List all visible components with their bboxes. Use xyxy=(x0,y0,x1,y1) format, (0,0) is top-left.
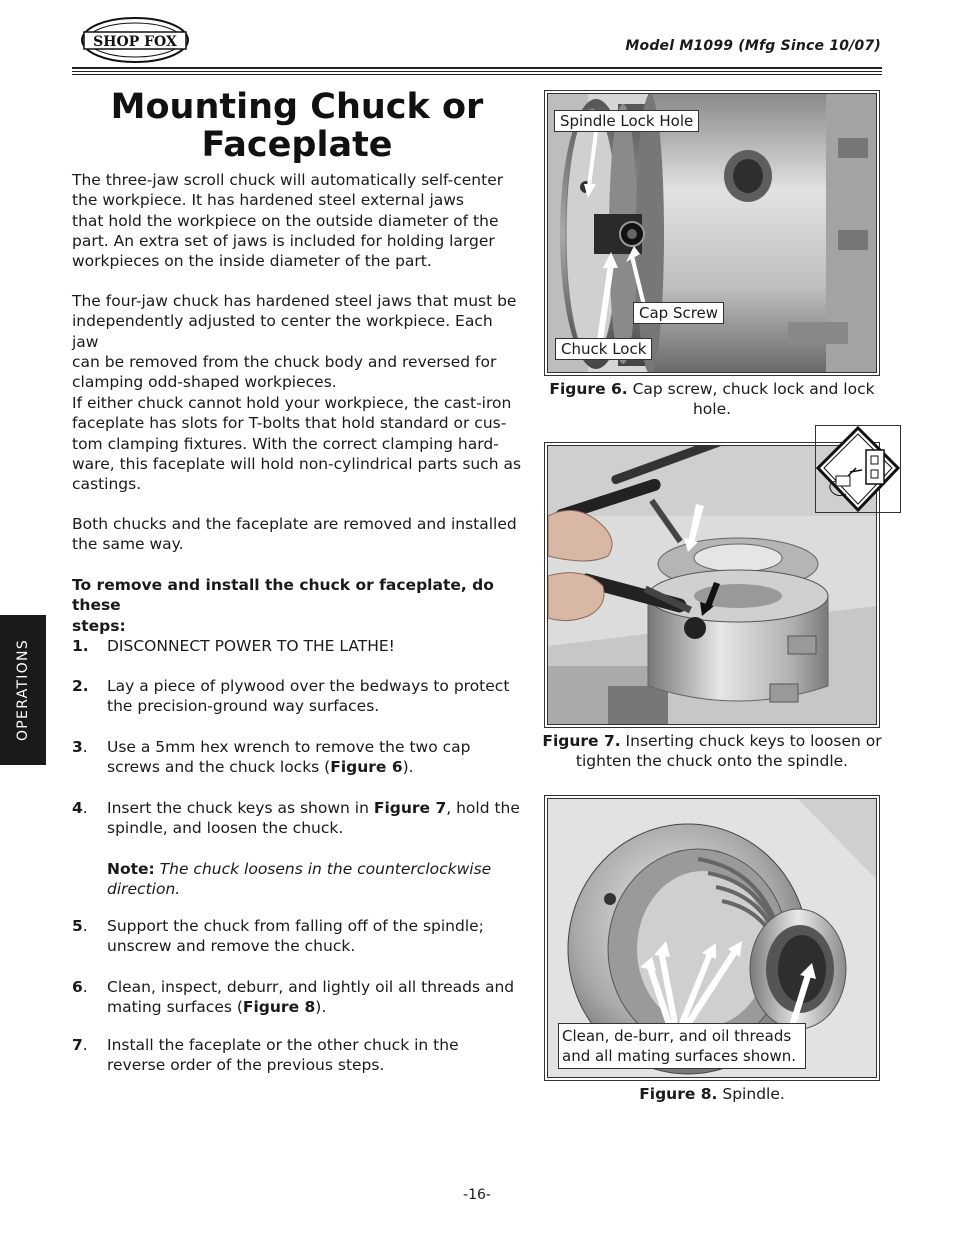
step-number: 1. xyxy=(72,637,89,655)
step-4-note: Note: The chuck loosens in the counterclockwise xyxy=(107,859,492,878)
step-4-text: Insert the chuck keys as shown in Figure 7, hold the spindle, and loosen the chuck. Note: The chuck loosens in the counterclockwise direction. xyxy=(107,798,527,899)
figure-6-caption: Figure 6. Cap screw, chuck lock and lock hole. xyxy=(549,380,875,418)
step-number: 3. xyxy=(72,738,88,756)
unplug-warning-icon xyxy=(815,425,901,513)
step-1-text: DISCONNECT POWER TO THE LATHE! xyxy=(107,637,395,655)
figure-6-reference: Figure 6 xyxy=(330,758,403,777)
side-tab-label: OPERATIONS xyxy=(15,638,31,742)
paragraph-faceplate: If either chuck cannot hold your workpiece, the cast-iron faceplate has slots for T-bolts that hold standard or cus- tom clamping fixtures. With the correct clamping hard- ware, this faceplate will hold non-cylindrical parts such as castings. xyxy=(72,394,522,494)
step-number: 2. xyxy=(72,677,89,695)
figure-7-reference: Figure 7 xyxy=(373,799,447,817)
step-5-text: Support the chuck from falling off of the spindle; unscrew and remove the chuck. xyxy=(107,917,484,956)
header-rule xyxy=(72,74,882,75)
paragraph-four-jaw: The four-jaw chuck has hardened steel jaws that must be independently adjusted to center the workpiece. Each jaw can be removed from the chuck body and reversed for clamping odd-shaped workpieces. xyxy=(72,292,517,392)
figure-6-photo xyxy=(544,90,880,376)
callout-spindle-lock-hole: Spindle Lock Hole xyxy=(554,110,699,132)
callout-chuck-lock: Chuck Lock xyxy=(555,338,652,360)
step-7-text: Install the faceplate or the other chuck in the reverse order of the previous steps. xyxy=(107,1036,459,1075)
page-title: Mounting Chuck or Faceplate xyxy=(110,87,484,165)
steps-lead-in: To remove and install the chuck or faceplate, do these steps: xyxy=(72,576,494,635)
step-3-text: Use a 5mm hex wrench to remove the two cap screws and the chuck locks (Figure 6). xyxy=(107,738,471,777)
figure-7-caption: Figure 7. Inserting chuck keys to loosen or tighten the chuck onto the spindle. xyxy=(542,732,882,770)
header-rule xyxy=(72,71,882,72)
figure-8-photo xyxy=(544,795,880,1081)
step-number: 4. xyxy=(72,799,88,817)
figure-7-photo xyxy=(544,442,880,728)
model-label: Model M1099 (Mfg Since 10/07) xyxy=(625,38,881,54)
paragraph-both-chucks: Both chucks and the faceplate are removed and installed the same way. xyxy=(72,515,517,554)
callout-clean-threads: Clean, de-burr, and oil threads and all mating surfaces shown. xyxy=(558,1023,806,1069)
section-side-tab xyxy=(0,615,46,765)
figure-8-caption: Figure 8. Spindle. xyxy=(639,1085,785,1103)
header-rule xyxy=(72,67,882,69)
page-number: -16- xyxy=(463,1187,491,1203)
paragraph-three-jaw: The three-jaw scroll chuck will automatically self-center the workpiece. It has hardened steel external jaws that hold the workpiece on the outside diameter of the part. An extra set of jaws is included for holding larger workpieces on the inside diameter of the part. xyxy=(72,171,504,271)
step-number: 6. xyxy=(72,978,88,996)
callout-cap-screw: Cap Screw xyxy=(633,302,724,324)
step-number: 5. xyxy=(72,917,88,935)
step-2-text: Lay a piece of plywood over the bedways to protect the precision-ground way surfaces. xyxy=(107,677,510,716)
step-number: 7. xyxy=(72,1036,88,1054)
svg-text:SHOP FOX: SHOP FOX xyxy=(93,34,177,50)
step-6-text: Clean, inspect, deburr, and lightly oil all threads and mating surfaces (Figure 8). xyxy=(107,978,515,1017)
figure-8-reference: Figure 8 xyxy=(242,998,316,1017)
shop-fox-logo xyxy=(80,16,190,64)
